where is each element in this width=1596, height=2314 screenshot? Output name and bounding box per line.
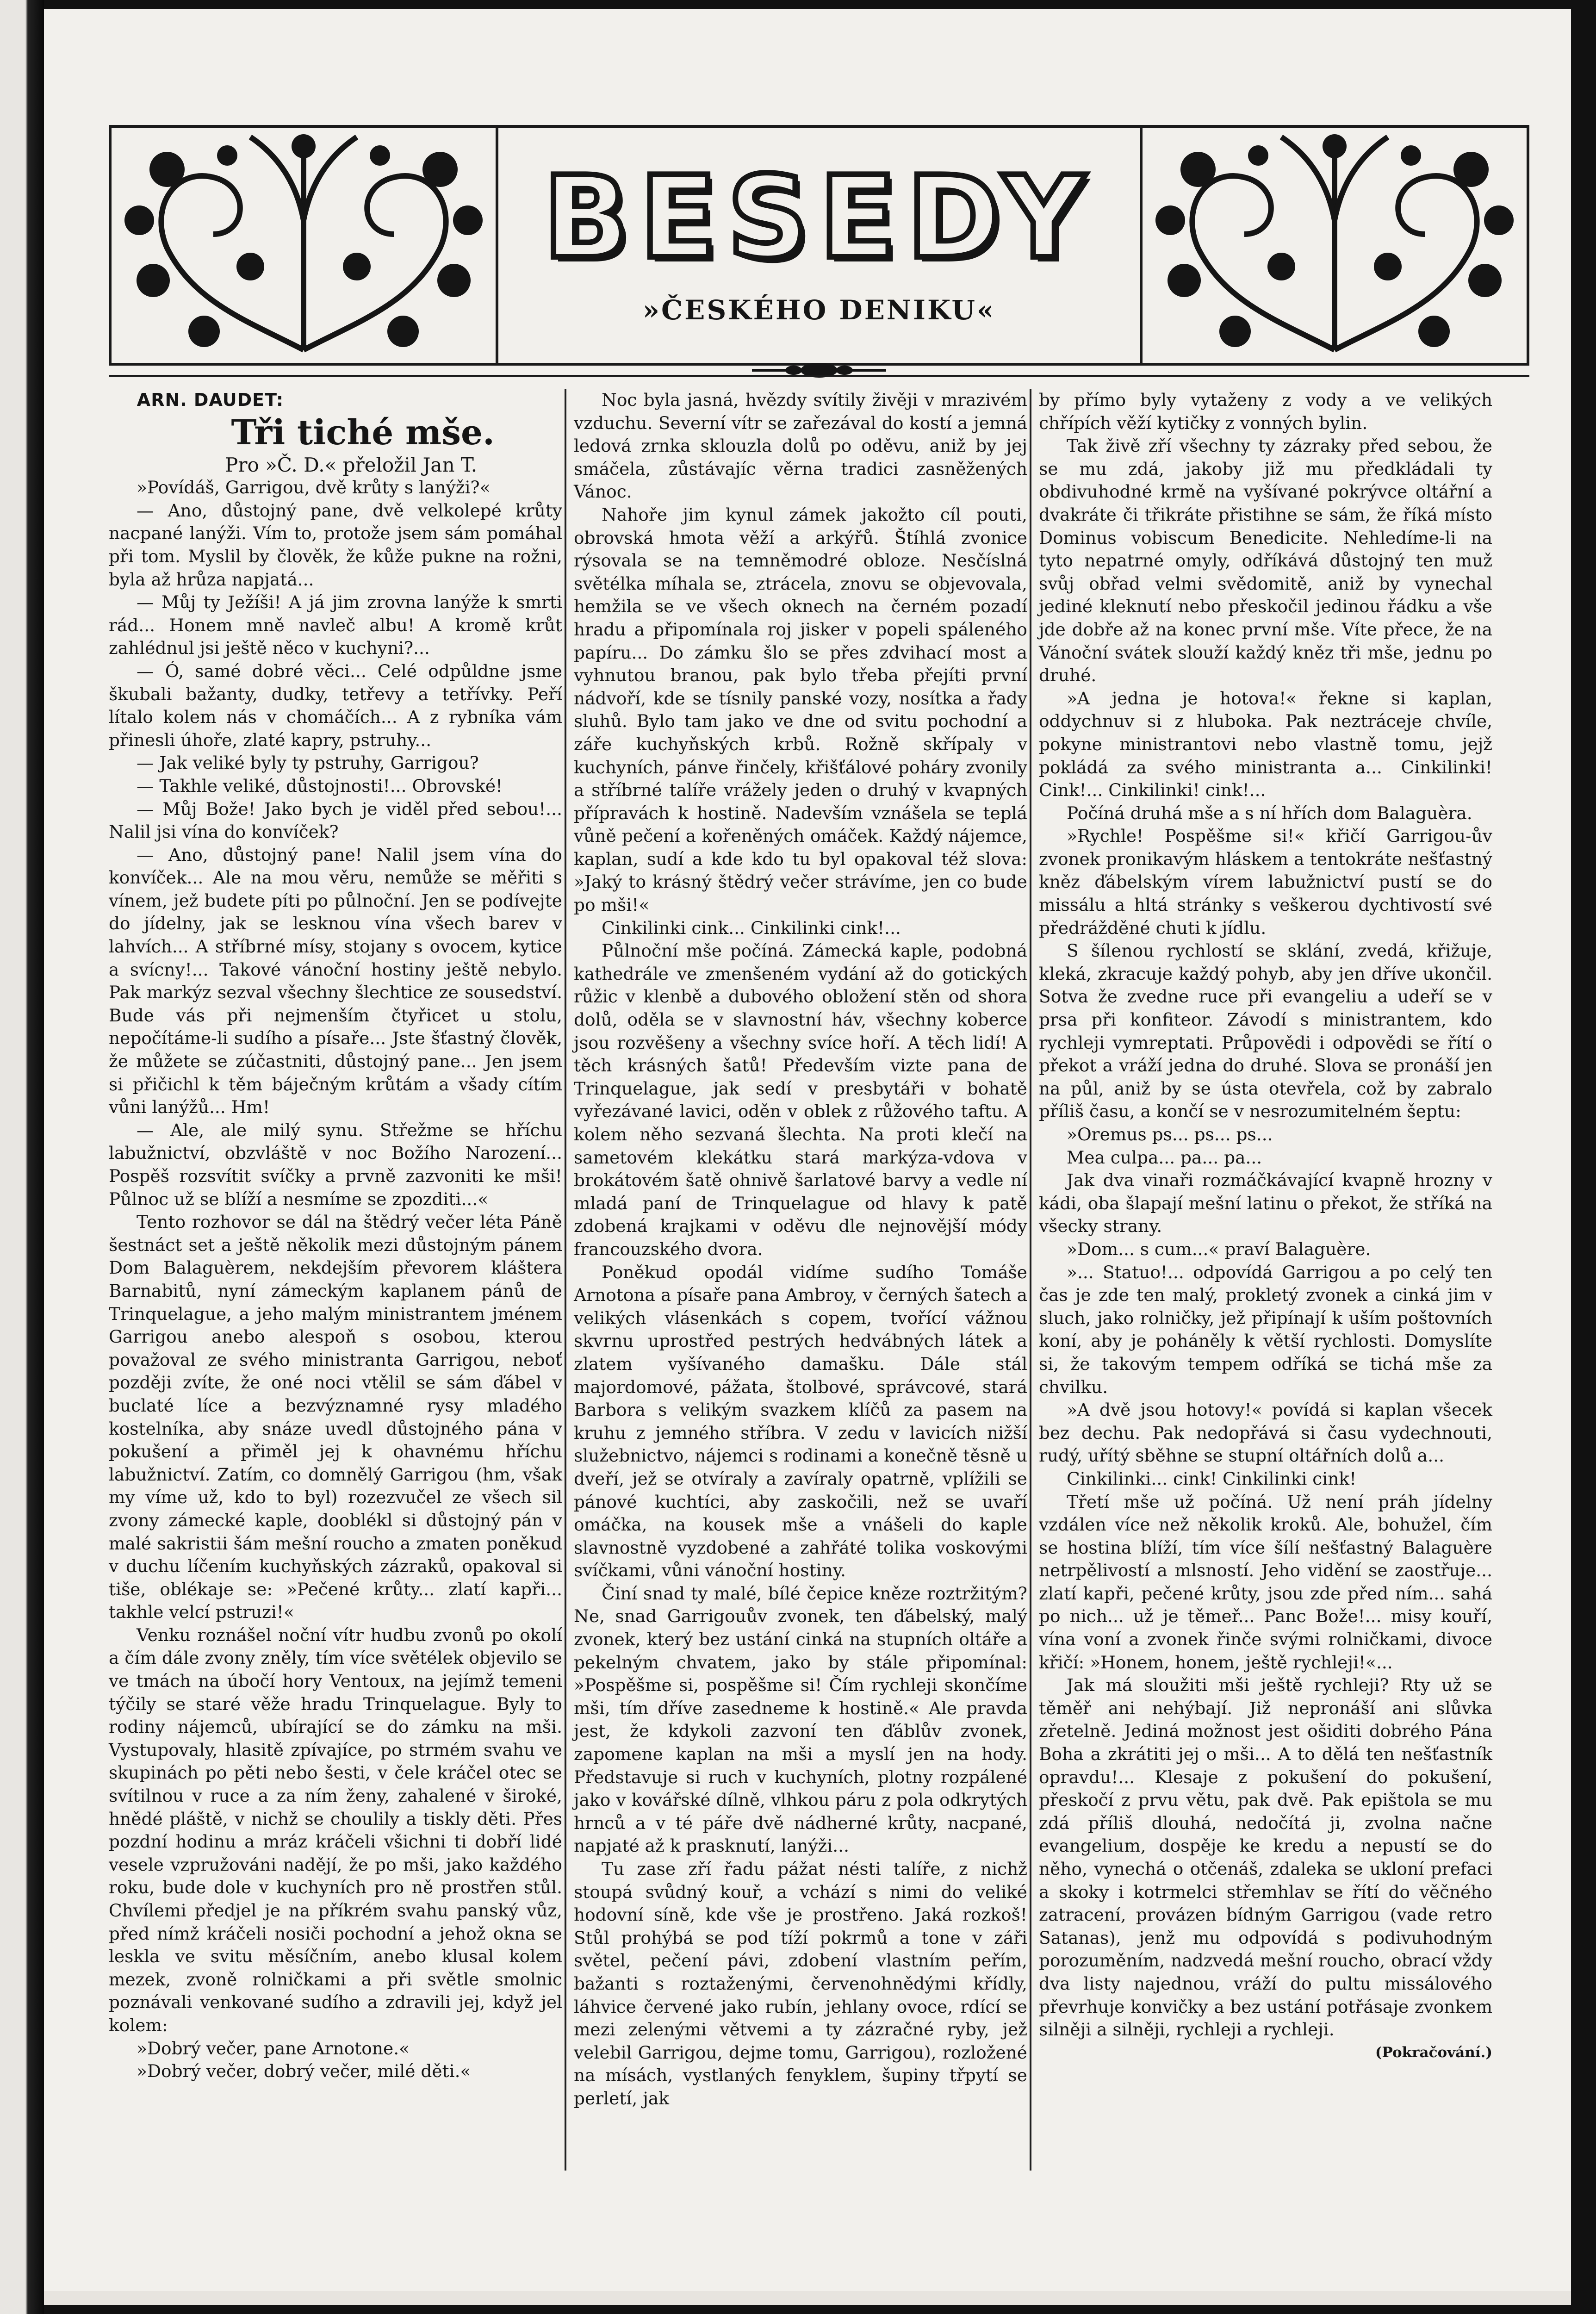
masthead-divider-ornament xyxy=(752,361,886,379)
page-bottom-edge xyxy=(44,2291,1571,2305)
paragraph: Půlnoční mše počíná. Zámecká kaple, podobná kathedrále ve zmenšeném vydání až do gotických růžic v klenbě a dubového obložení stěn od shora dolů, oděla se v slavnostní háv, všechny koberce jsou rozvěšeny a všechny svíce hoří. A těch lidí! A těch krásných šatů! Především vizte pana de Trinquelague, jak sedí v presbytáři v bohatě vyřezávané lavici, oděn v oblek z růžového taftu. A kolem něho sezvaná šlechta. Na proti klečí na sametovém klekátku stará markýza-vdova v brokátovém šatě ohnivě šarlatové barvy a vedle ní mladá paní de Trinquelague od hlavy k patě zdobená krajkami v oděvu dle nejnovější módy francouzského dvora. xyxy=(574,940,1027,1259)
paragraph: Cinkilinki cink... Cinkilinki cink!... xyxy=(602,917,901,938)
paragraph: — Můj ty Ježíši! A já jim zrovna lanýže k smrti rád... Honem mně navleč albu! A kromě krůt zahlédnul jsi ještě něco v kuchyni?... xyxy=(109,592,562,659)
paragraph: Poněkud opodál vidíme sudího Tomáše Arnotona a písaře pana Ambroy, v černých šatech a velikých vlásenkách s copem, tvořící vážnou skvrnu uprostřed pestrých hedvábných látek a zlatem vyšívaného damašku. Dále stál majordomové, pážata, štolbové, správcové, stará Barbora s velikým svazkem klíčů za pasem na kruhu z jemného stříbra. V zedu v lavicích nižší služebnictvo, nájemci s rodinami a konečně těsně u dveří, jež se otvíraly a zavíraly opatrně, vplížili se pánové kuchtíci, aby zaskočili, než se uvaří omáčka, na kousek mše a vnášeli do kaple slavnostně vyzdobené a zahřáté tolika voskovými svíčkami, vůni vánoční hostiny. xyxy=(574,1262,1027,1581)
paragraph: »A dvě jsou hotovy!« povídá si kaplan všecek bez dechu. Pak nedopřává si času vydechnouti, rudý, uřítý sběhne se stupní oltářních dolů a... xyxy=(1039,1400,1492,1466)
masthead-title-block xyxy=(500,152,1138,326)
paragraph: »Oremus ps... ps... ps... xyxy=(1067,1124,1273,1145)
paragraph: Noc byla jasná, hvězdy svítily živěji v mrazivém vzduchu. Severní vítr se zařezával do kostí a jemná ledová zrnka sklouzla dolů po oděvu, aniž by jej smáčela, zůstávajíc věrna tradici zasněžených Vánoc. xyxy=(574,390,1027,502)
paragraph: Třetí mše už počíná. Už není práh jídelny vzdálen více než několik kroků. Ale, bohužel, čím se hostina blíží, tím více šílí nešťastný Balaguère netrpělivostí a mlsností. Jeho vidění se zaostřuje... zlatí kapři, pečené krůty, jsou zde před ním... sahá po nich... už je těmeř... Panc Bože!... misy kouří, vína voní a zvonek řinče svými rolničkami, divoce křičí: »Honem, honem, ještě rychleji!«... xyxy=(1039,1491,1492,1673)
article-translator: Pro »Č. D.« přeložil Jan T. xyxy=(225,453,478,476)
floral-ornament-right xyxy=(1140,128,1527,363)
paragraph: Počíná druhá mše a s ní hřích dom Balaguèra. xyxy=(1067,802,1472,823)
continued-note: (Pokračování.) xyxy=(1375,2044,1492,2061)
column-rule-2 xyxy=(1030,389,1031,2171)
header-rule xyxy=(109,375,1529,377)
article-author: ARN. DAUDET: xyxy=(137,390,284,410)
paragraph: — Ano, důstojný pane! Nalil jsem vína do konvíček... Ale na mou věru, nemůže se měřiti s vínem, jež budete píti po půlnoční. Jen se podívejte do jídelny, jak se lesknou vína všech barev v lahvích... A stříbrné mísy, stojany s ovocem, kytice a svícny!... Takové vánoční hostiny ještě nebylo. Pak markýz sezval všechny šlechtice ze sousedství. Bude vás při nejmenším čtyřicet u stolu, nepočítáme-li sudího a písaře... Jste šťastný člověk, že můžete se zúčastniti, důstojný pane... Jen jsem si přičichl k těm báječným krůtám a všady cítím vůni lanýžů... Hm! xyxy=(109,844,562,1118)
column-rule-1 xyxy=(565,389,566,2171)
paragraph: — Takhle veliké, důstojnosti!... Obrovské! xyxy=(137,775,503,796)
article-title: Tři tiché mše. xyxy=(231,412,495,453)
paragraph: — Ano, důstojný pane, dvě velkolepé krůty nacpané lanýži. Vím to, protože jsem sám pomáhal při tom. Myslil by člověk, že kůže pukne na rožni, byla až hrůza napjatá... xyxy=(109,500,562,590)
paragraph: »Povídáš, Garrigou, dvě krůty s lanýži?« xyxy=(137,477,491,498)
paragraph: Jak má sloužiti mši ještě rychleji? Rty už se těměř ani nehýbají. Již nepronáší ani slůvka zřetelně. Jediná možnost jest ošiditi dobrého Pána Boha a zkrátiti jej o mši... A to dělá ten nešťastník opravdu!... Klesaje z pokušení do pokušení, přeskočí z prvu větu, pak dvě. Pak epištola se mu zdá příliš dlouhá, nedočítá ji, zvolna načne evangelium, dospěje ke kredu a nepustí se do něho, vynechá o otčenáš, zdaleka se ukloní prefaci a skoky i kotrmelci střemhlav se řítí do věčného zatracení, provázen bídným Garrigou (vade retro Satanas), jenž mu odpovídá s podivuhodným porozuměním, nadzvedá mešní roucho, obrací vždy dva listy najednou, vráží do pultu missálového převrhuje konvičky a bez ustání potřásaje zvonkem silněji a silněji, rychleji a rychleji. xyxy=(1039,1675,1492,2040)
paragraph: Tak živě zří všechny ty zázraky před sebou, že se mu zdá, jakoby již mu předkládali ty obdivuhodné krmě na vyšívané pokrývce oltářní a dvakráte či třikráte přistihne se sám, že říká místo Dominus vobiscum Benedicite. Nehledíme-li na tyto nepatrné omyly, odříkává důstojný ten muž svůj obřad velmi svědomitě, aniž by vynechal jediné kleknutí nebo přeskočil jedinou řádku a vše jde dobře až na konec první mše. Víte přece, že na Vánoční svátek slouží každý kněz tři mše, jednu po druhé. xyxy=(1039,435,1492,686)
paragraph: »Dobrý večer, pane Arnotone.« xyxy=(137,2038,410,2059)
paragraph: Mea culpa... pa... pa... xyxy=(1067,1147,1262,1168)
newspaper-page xyxy=(44,9,1571,2305)
masthead-subtitle: »ČESKÉHO DENIKU« xyxy=(642,294,996,326)
paragraph: — Můj Bože! Jako bych je viděl před sebou!... Nalil jsi vína do konvíček? xyxy=(109,798,562,842)
masthead xyxy=(109,125,1529,366)
paragraph: Činí snad ty malé, bílé čepice kněze roztržitým? Ne, snad Garrigouův zvonek, ten ďábelský, malý zvonek, který bez ustání cinká na stupních oltáře a pekelným chvatem, jako by stále připomínal: »Pospěšme si, pospěšme si! Čím rychleji skončíme mši, tím dříve zasedneme k hostině.« Ale pravda jest, že kdykoli zazvoní ten ďáblův zvonek, zapomene kaplan na mši a myslí jen na hody. Představuje si ruch v kuchyních, plotny rozpálené jako v kovářské dílně, vlhkou páru z pola odkrytých hrnců a v té páře dvě nádherné krůty, nacpané, napjaté až k prasknutí, lanýži... xyxy=(574,1583,1027,1856)
paragraph: Tu zase zří řadu pážat nésti talíře, z nichž stoupá svůdný kouř, a vchází s nimi do veliké hodovní síně, kde vše je prostřeno. Jaká rozkoš! Stůl prohýbá se pod tíží pokrmů a tone v záři světel, pečení pávi, zdobení vlastním peřím, bažanti s roztaženými, červenohnědými křídly, láhvice červené jako rubín, jehlany ovoce, rdící se mezi zelenými větvemi a ty zázračné ryby, jež velebil Garrigou, dejme tomu, Garrigou), rozložené na mísách, vystlaných fenyklem, šupiny třpytí se perletí, jak xyxy=(574,1859,1027,2109)
masthead-title: BESEDY xyxy=(543,152,1095,284)
paragraph: »Dom... s cum...« praví Balaguère. xyxy=(1067,1238,1371,1259)
column-2 xyxy=(574,389,1027,2110)
binding-edge xyxy=(0,0,44,2314)
floral-ornament-left xyxy=(112,128,498,363)
paragraph: — Ale, ale milý synu. Střežme se hříchu labužnictví, obzvláště v noc Božího Narození... Pospěš rozsvítit svíčky a prvně zazvoniti ke mši! Půlnoc už se blíží a nesmíme se zpozditi...« xyxy=(109,1120,562,1209)
floral-ornament-left-graphic xyxy=(112,128,496,363)
paragraph: Tento rozhovor se dál na štědrý večer léta Páně šestnáct set a ještě několik mezi důstojným pánem Dom Balaguèrem, nekdejším převorem kláštera Barnabitů, nyní zámeckým kaplanem pánů de Trinquelague, a jeho malým ministrantem jménem Garrigou anebo alespoň s osobou, kterou považoval ze svého ministranta Garrigou, neboť později zvíte, že oné noci vtělil se sám ďábel v buclaté líce a bezvýznamné rysy mladého kostelníka, aby snáze uvedl důstojného pána v pokušení a přiměl jej k ohavnému hříchu labužnictví. Zatím, co domnělý Garrigou (hm, však my víme už, kdo to byl) rozezvučel ze všech sil zvony zámecké kaple, dooblékl si důstojný pán v malé sakristii šám mešní roucho a zmaten poněkud v duchu líčením kuchyňských zázraků, opakoval si tiše, oblékaje se: »Pečené krůty... zlatí kapři... takhle velcí pstruzi!« xyxy=(109,1212,562,1623)
paragraph: — Ó, samé dobré věci... Celé odpůldne jsme škubali bažanty, dudky, tetřevy a tetřívky. Peří lítalo kolem nás v chomáčích... A z rybníka vám přinesli úhoře, zlaté kapry, pstruhy... xyxy=(109,660,562,750)
paragraph: »Rychle! Pospěšme si!« křičí Garrigou-ův zvonek pronikavým hláskem a tentokráte nešťastný kněz ďábelským vírem labužnictví pustí se do missálu a hltá stránky s veškerou dychtivostí své předrážděné chuti k jídlu. xyxy=(1039,826,1492,938)
column-3 xyxy=(1039,389,1492,2064)
floral-ornament-right-graphic xyxy=(1143,128,1527,363)
paragraph: Jak dva vinaři rozmáčkávající kvapně hrozny v kádi, oba šlapají mešní latinu o překot, že stříká na všecky strany. xyxy=(1039,1170,1492,1237)
paragraph: »... Statuo!... odpovídá Garrigou a po celý ten čas je zde ten malý, prokletý zvonek a cinká jim v sluch, jako rolničky, jež připínají k uším poštovních koní, aby je poháněly k větší rychlosti. Domyslíte si, že takovým tempem odříká se tichá mše za chvilku. xyxy=(1039,1262,1492,1397)
column-1 xyxy=(109,389,562,2083)
paragraph: »A jedna je hotova!« řekne si kaplan, oddychnuv si z hluboka. Pak neztráceje chvíle, pokyne ministrantovi nebo vlastně tomu, jejž pokládá za svého ministranta a... Cinkilinki! Cink!... Cinkilinki! cink!... xyxy=(1039,688,1492,801)
paragraph: »Dobrý večer, dobrý večer, milé děti.« xyxy=(137,2061,471,2082)
paragraph: Venku roznášel noční vítr hudbu zvonů po okolí a čím dále zvony zněly, tím více světélek objevilo se ve tmách na úbočí hory Ventoux, na jejímž temeni týčily se staré věže hradu Trinquelague. Byly to rodiny nájemců, ubírající se do zámku na mši. Vystupovaly, hlasitě zpívajíce, po strmém svahu ve skupinách po pěti nebo šesti, v čele kráčel otec se svítilnou v ruce a za ním ženy, zahalené v široké, hnědé pláště, v nichž se choulily a tiskly děti. Přes pozdní hodinu a mráz kráčeli všichni ti dobří lidé vesele vzpružováni nadějí, že po mši, jako každého roku, bude dole v kuchyních pro ně prostřen stůl. Chvílemi předjel je na příkrém svahu panský vůz, před nímž kráčeli nosiči pochodní a jehož okna se leskla ve svitu měsíčním, anebo klusal kolem mezek, zvoně rolničkami a při světle smolnic poznávali venkované sudího a zdravili jej, když jel kolem: xyxy=(109,1624,562,2035)
paragraph: Nahoře jim kynul zámek jakožto cíl pouti, obrovská hmota věží a arkýřů. Štíhlá zvonice rýsovala se na temněmodré obloze. Nesčíslná světélka míhala se, ztrácela, znovu se objevovala, hemžila se ve všech oknech na černém pozadí hradu a připomínala roj jisker v popeli spáleného papíru... Do zámku šlo se přes zdvihací most a vyhnutou branou, pak bylo třeba přejíti první nádvoří, kde se tísnily panské vozy, nosítka a řady sluhů. Bylo tam jako ve dne od svitu pochodní a záře kuchyňských krbů. Rožně skřípaly v kuchyních, pánve řinčely, křišťálové poháry zvonily a stříbrné talíře vrážely jeden o druhý v kvapných přípravách k hostině. Nadevším vznášela se teplá vůně pečení a kořeněných omáček. Každý nájemce, kaplan, sudí a kde kdo tu byl opakoval též slova: »Jaký to krásný štědrý večer strávíme, jen co bude po mši!« xyxy=(574,504,1027,915)
paragraph: by přímo byly vytaženy z vody a ve velikých chřípích věží kytičky z vonných bylin. xyxy=(1039,390,1492,433)
paragraph: — Jak veliké byly ty pstruhy, Garrigou? xyxy=(137,753,479,773)
paragraph: Cinkilinki... cink! Cinkilinki cink! xyxy=(1067,1468,1357,1489)
paragraph: S šílenou rychlostí se sklání, zvedá, křižuje, kleká, zkracuje každý pohyb, aby jen dříve ukončil. Sotva že zvedne ruce při evangeliu a udeří se v prsa při konfiteor. Závodí s ministrantem, kdo rychleji vymreptati. Průpovědi i odpovědi se řítí o překot a vráží jedna do druhé. Slova se pronáší jen na půl, aniž by se ústa otevřela, což by zabralo příliš času, a končí se v nesrozumitelném šeptu: xyxy=(1039,940,1492,1122)
